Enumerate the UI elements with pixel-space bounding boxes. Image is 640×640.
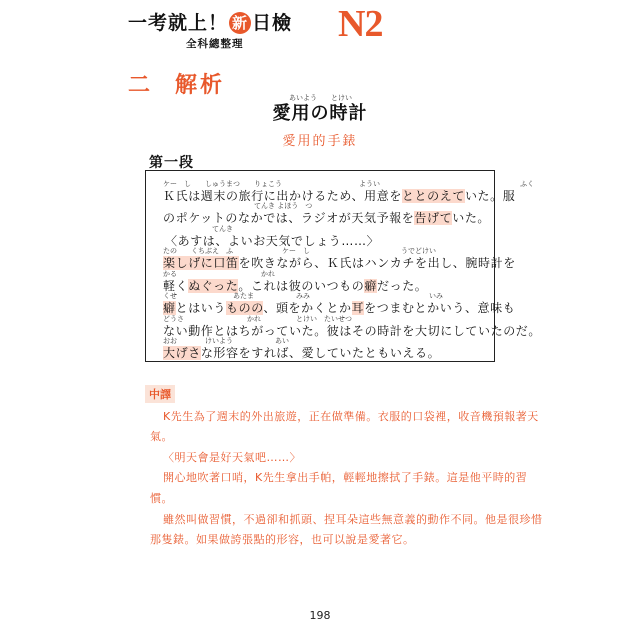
passage-segment: 〈あすは、よいお天気でしょう……〉 (165, 234, 380, 248)
furigana-line: てんき よほう つ (163, 202, 313, 210)
translation-label: 中譯 (145, 385, 175, 403)
book-brand (128, 8, 292, 35)
furigana-line: かる かれ (163, 270, 275, 278)
passage-title-japanese: 愛用の時計 (272, 103, 368, 124)
book-subtitle: 全科總整理 (186, 38, 244, 50)
translation-line: 氣。 (150, 430, 173, 443)
passage-segment: を吹きながら、Ｋ氏はハンカチを出し、腕時計を (238, 256, 516, 270)
furigana-line: くせ あたま みみ いみ (163, 292, 443, 300)
passage-title-chinese: 愛用的手錶 (282, 134, 358, 149)
passage-segment: 軽く (163, 279, 189, 293)
highlighted-phrase: 癖 (364, 279, 377, 293)
title-ruby: あいよう とけい (289, 94, 352, 102)
passage-segment: をつまむとかいう、意味も (364, 301, 516, 315)
furigana-line: たの くちぶえ ふ ケー し うでどけい (163, 247, 436, 255)
brand-circle-badge: 新 (229, 12, 251, 34)
passage-segment: のポケットのなかでは、ラジオが天気予報を (163, 211, 415, 225)
highlighted-phrase: 告げて (414, 211, 453, 225)
translation-line: 慣。 (150, 492, 173, 505)
passage-segment: ない動作とはちがっていた。彼はその時計を大切にしていたのだ。 (163, 324, 542, 338)
highlighted-phrase: 楽しげに (163, 256, 214, 270)
passage-segment: Ｋ氏は週末の旅行に出かけるため、用意を (163, 189, 402, 203)
passage-segment: 、頭をかくとか (263, 301, 352, 315)
translation-line: 那隻錶。如果做誇張點的形容，也可以說是愛著它。 (150, 533, 415, 546)
highlighted-phrase: ぬぐった (188, 279, 239, 293)
furigana-line: てんき (163, 225, 233, 233)
highlighted-phrase: 大げさ (163, 346, 201, 360)
section-title (128, 68, 225, 99)
translation-line: 〈明天會是好天氣吧……〉 (163, 451, 301, 464)
section-number: 二 (128, 73, 154, 98)
paragraph-label: 第一段 (149, 155, 194, 171)
translation-line: 開心地吹著口哨，K先生拿出手帕，輕輕地擦拭了手錶。這是他平時的習 (163, 471, 528, 484)
passage-segment: とはいう (175, 301, 227, 315)
furigana-line: ケー し しゅうまつ りょこう ようい ふく (163, 180, 534, 188)
section-label: 解析 (175, 73, 226, 98)
translation-line: 雖然叫做習慣，不過卻和抓頭、捏耳朵這些無意義的動作不同。他是很珍惜 (163, 513, 543, 526)
passage-segment: な形容をすれば、愛していたともいえる。 (200, 346, 441, 360)
page-number: 198 (309, 609, 331, 622)
passage-line (163, 344, 440, 361)
furigana-line: どうさ かれ とけい たいせつ (163, 315, 352, 323)
brand-text-2: 日檢 (252, 12, 293, 34)
brand-text: 一考就上！ (128, 12, 229, 34)
furigana-line: おお けいよう あい (163, 337, 289, 345)
book-header (128, 3, 383, 52)
passage-segment: いた。服 (464, 189, 516, 203)
highlighted-phrase: ととのえて (401, 189, 465, 203)
highlighted-phrase: ものの (226, 301, 264, 315)
highlighted-phrase: 口笛 (213, 256, 239, 270)
highlighted-phrase: 癖 (163, 301, 176, 315)
passage-segment: いた。 (452, 211, 491, 225)
level-badge: N2 (338, 3, 383, 45)
passage-segment: 。これは彼のいつもの (238, 279, 365, 293)
translation-line: K先生為了週末的外出旅遊，正在做準備。衣服的口袋裡，收音機預報著天 (163, 410, 539, 423)
highlighted-phrase: 耳 (351, 301, 365, 315)
passage-segment: だった。 (377, 279, 428, 293)
